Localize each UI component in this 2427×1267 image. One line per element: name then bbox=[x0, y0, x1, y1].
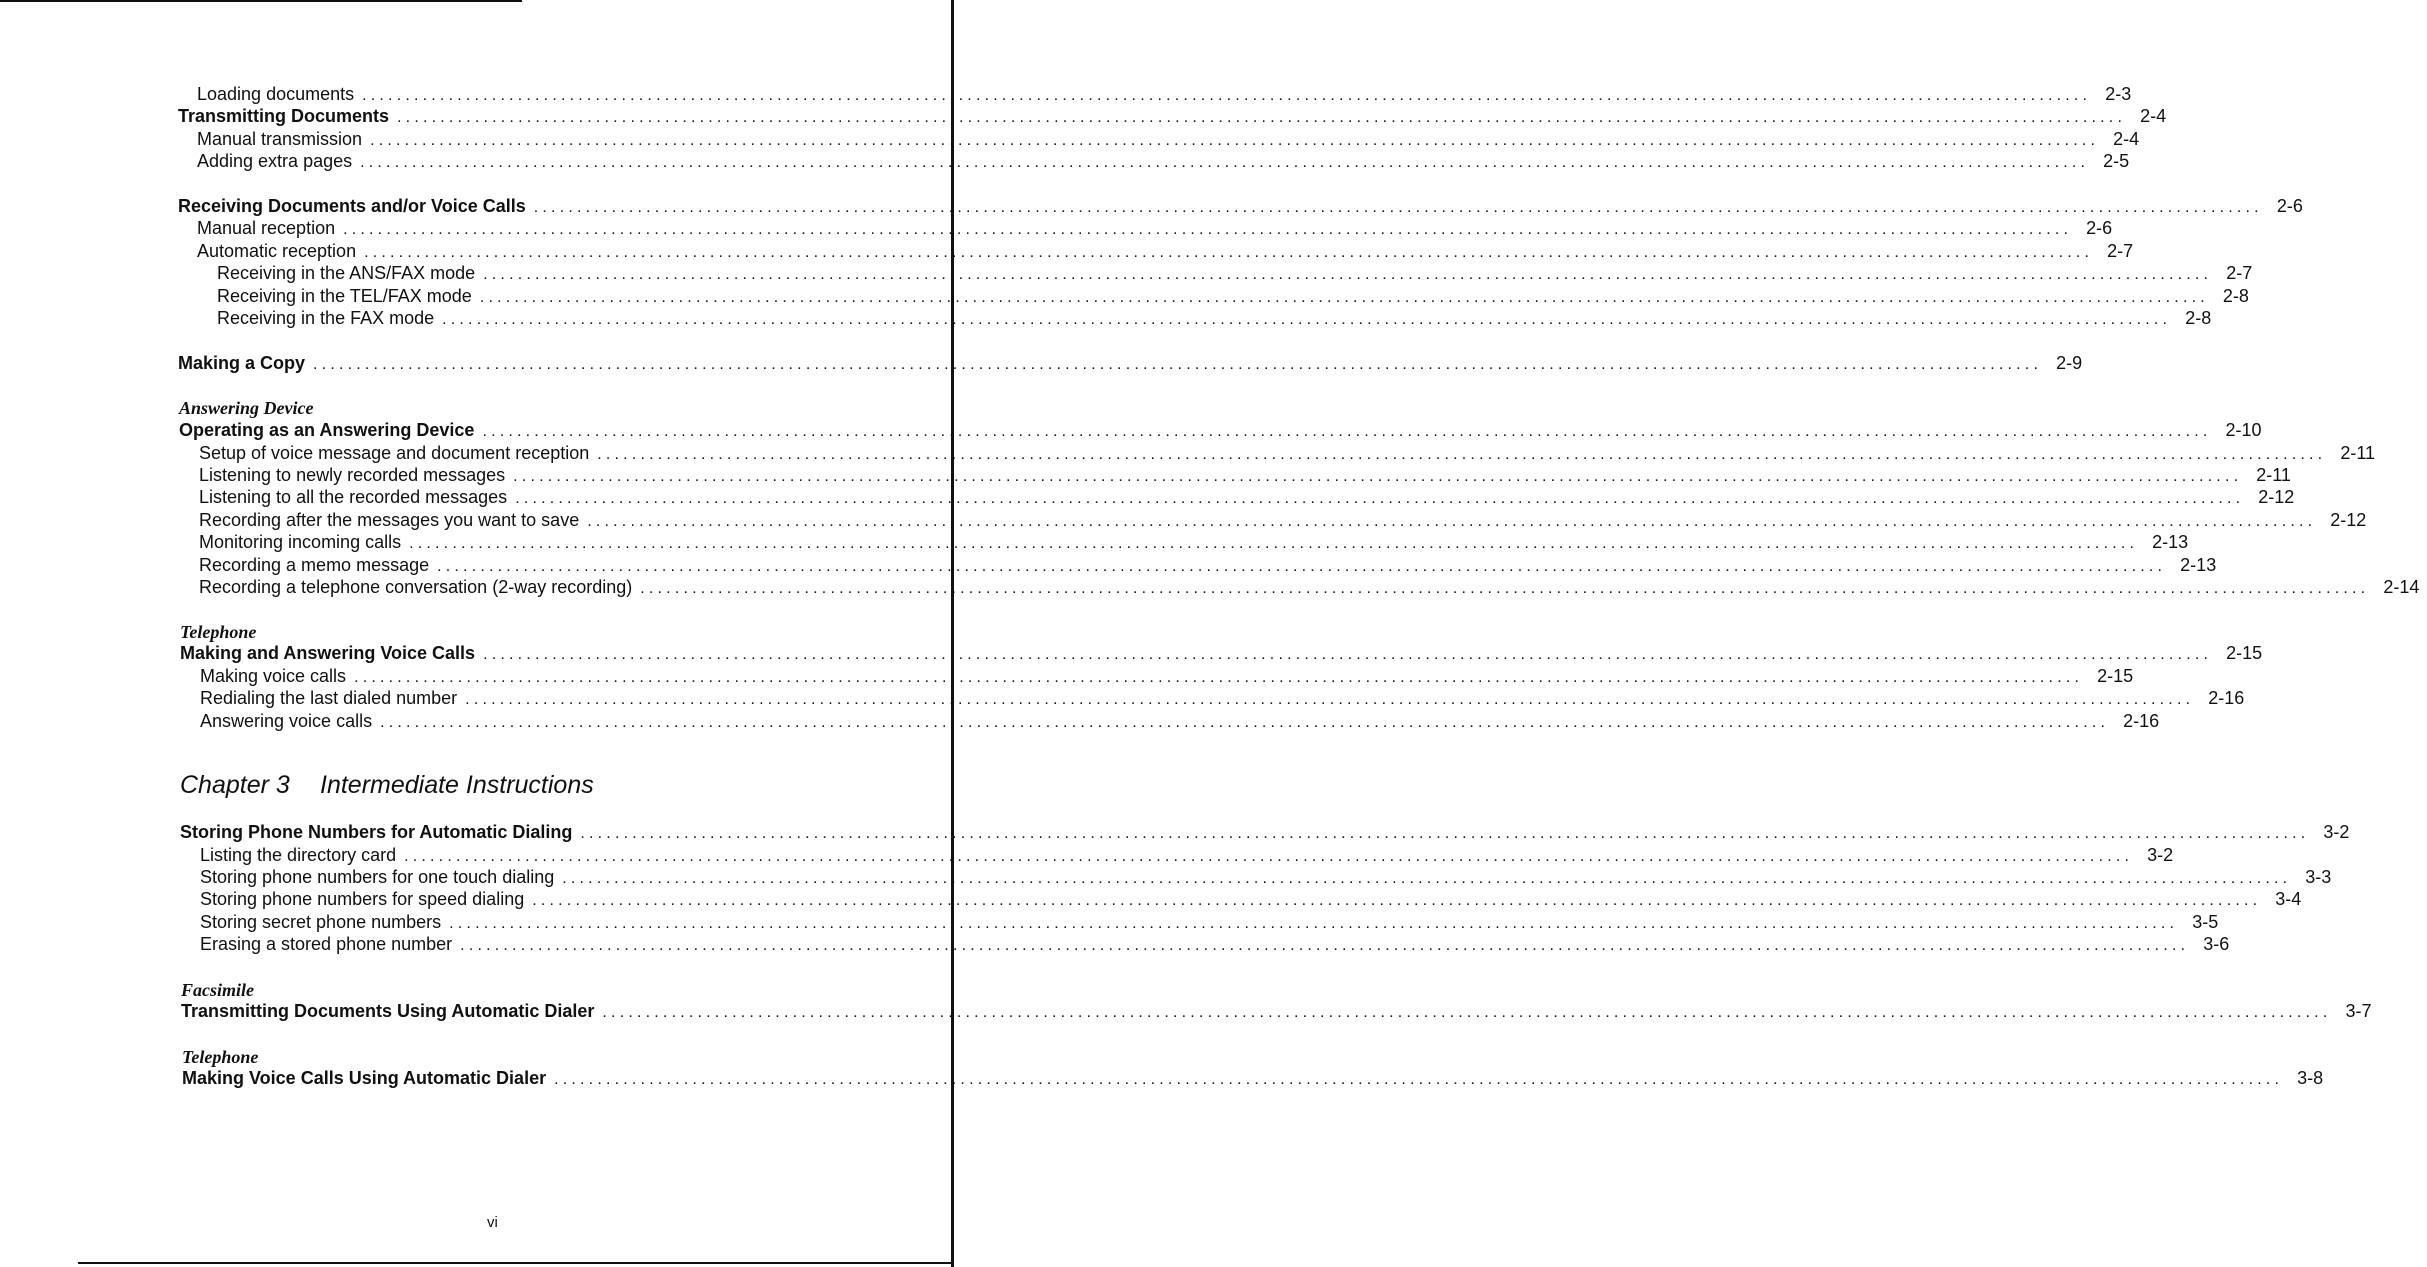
toc-subentry bbox=[217, 285, 2249, 307]
toc-entry-title: Setup of voice message and document reception bbox=[199, 443, 590, 463]
toc-entry-title: Transmitting Documents Using Automatic Dialer bbox=[181, 1001, 595, 1021]
toc-entry-page: 2-16 bbox=[2123, 711, 2160, 731]
toc-entry bbox=[197, 217, 2113, 239]
toc-entry-title: Recording after the messages you want to save bbox=[199, 510, 580, 530]
toc-entry bbox=[197, 128, 2140, 150]
dot-leader: ........................................................................................................................................................................................................ bbox=[465, 691, 2195, 708]
toc-entry bbox=[199, 531, 2189, 553]
dot-leader: ........................................................................................................................................................................................................ bbox=[513, 468, 2243, 485]
toc-entry bbox=[200, 687, 2245, 709]
toc-entry-page: 2-13 bbox=[2152, 532, 2189, 552]
toc-entry-title: Manual reception bbox=[197, 218, 336, 238]
toc-entry bbox=[200, 911, 2219, 933]
toc-entry-title: Storing Phone Numbers for Automatic Dialing bbox=[180, 822, 573, 842]
toc-entry bbox=[197, 83, 2132, 105]
toc-entry-title: Loading documents bbox=[197, 84, 355, 104]
dot-leader: ........................................................................................................................................................................................................ bbox=[580, 825, 2310, 842]
dot-leader: ........................................................................................................................................................................................................ bbox=[460, 937, 2190, 954]
toc-entry bbox=[199, 554, 2217, 576]
dot-leader: ........................................................................................................................................................................................................ bbox=[532, 892, 2262, 909]
toc-section-entry bbox=[182, 1067, 2324, 1089]
toc-entry-page: 3-4 bbox=[2275, 889, 2302, 909]
toc-entry-title: Redialing the last dialed number bbox=[200, 688, 458, 708]
toc-entry bbox=[199, 509, 2367, 531]
toc-section-entry bbox=[181, 1000, 2372, 1022]
dot-leader: ........................................................................................................................................................................................................ bbox=[397, 109, 2127, 126]
toc-entry-page: 3-8 bbox=[2297, 1068, 2324, 1088]
dot-leader: ........................................................................................................................................................................................................ bbox=[479, 289, 2209, 306]
chapter-number: Chapter 3 bbox=[180, 771, 290, 799]
toc-entry-page: 3-2 bbox=[2147, 845, 2174, 865]
dot-leader: ........................................................................................................................................................................................................ bbox=[562, 870, 2292, 887]
category-label: Telephone bbox=[180, 622, 257, 642]
toc-entry bbox=[197, 240, 2134, 262]
toc-entry-page: 2-7 bbox=[2226, 263, 2253, 283]
toc-section-entry bbox=[178, 352, 2083, 374]
dot-leader: ........................................................................................................................................................................................................ bbox=[409, 535, 2139, 552]
toc-entry-page: 2-9 bbox=[2056, 353, 2083, 373]
toc-section-entry bbox=[180, 642, 2263, 664]
dot-leader: ........................................................................................................................................................................................................ bbox=[360, 154, 2090, 171]
toc-entry-title: Manual transmission bbox=[197, 129, 363, 149]
footer-page-number: vi bbox=[487, 1214, 498, 1231]
toc-entry-page: 3-2 bbox=[2323, 822, 2350, 842]
dot-leader: ........................................................................................................................................................................................................ bbox=[554, 1071, 2284, 1088]
toc-subentry bbox=[217, 262, 2253, 284]
toc-entry-page: 2-14 bbox=[2383, 577, 2420, 597]
toc-entry-title: Operating as an Answering Device bbox=[179, 420, 475, 440]
dot-leader: ........................................................................................................................................................................................................ bbox=[370, 132, 2100, 149]
toc-entry-title: Receiving in the TEL/FAX mode bbox=[217, 286, 472, 306]
toc-section-entry bbox=[180, 821, 2350, 843]
toc-entry bbox=[197, 150, 2130, 172]
toc-entry-title: Transmitting Documents bbox=[178, 106, 390, 126]
toc-entry-title: Storing phone numbers for speed dialing bbox=[200, 889, 525, 909]
dot-leader: ........................................................................................................................................................................................................ bbox=[587, 513, 2317, 530]
dot-leader: ........................................................................................................................................................................................................ bbox=[597, 446, 2327, 463]
toc-entry-page: 2-5 bbox=[2103, 151, 2130, 171]
toc-entry-page: 2-3 bbox=[2105, 84, 2132, 104]
toc-entry-title: Storing phone numbers for one touch dialing bbox=[200, 867, 555, 887]
dot-leader: ........................................................................................................................................................................................................ bbox=[380, 714, 2110, 731]
toc-entry bbox=[200, 888, 2302, 910]
toc-entry-page: 2-8 bbox=[2222, 286, 2249, 306]
dot-leader: ........................................................................................................................................................................................................ bbox=[362, 87, 2092, 104]
toc-entry-page: 2-10 bbox=[2225, 420, 2262, 440]
toc-entry-page: 2-4 bbox=[2113, 129, 2140, 149]
toc-entry-page: 2-8 bbox=[2185, 308, 2212, 328]
toc-entry bbox=[200, 710, 2160, 732]
dot-leader: ........................................................................................................................................................................................................ bbox=[343, 221, 2073, 238]
toc-entry-title: Making voice calls bbox=[200, 666, 347, 686]
dot-leader: ........................................................................................................................................................................................................ bbox=[437, 558, 2167, 575]
toc-entry-title: Recording a telephone conversation (2-way recording) bbox=[199, 577, 633, 597]
toc-entry-page: 2-13 bbox=[2180, 555, 2217, 575]
toc-entry-page: 3-3 bbox=[2305, 867, 2332, 887]
toc-subentry bbox=[217, 307, 2212, 329]
toc-entry-title: Listening to all the recorded messages bbox=[199, 487, 508, 507]
category-label: Telephone bbox=[182, 1047, 259, 1067]
dot-leader: ........................................................................................................................................................................................................ bbox=[483, 266, 2213, 283]
dot-leader: ........................................................................................................................................................................................................ bbox=[442, 311, 2172, 328]
toc-entry-page: 2-6 bbox=[2086, 218, 2113, 238]
toc-entry-title: Listening to newly recorded messages bbox=[199, 465, 506, 485]
toc-entry-page: 2-15 bbox=[2226, 643, 2263, 663]
toc-entry bbox=[200, 933, 2230, 955]
dot-leader: ........................................................................................................................................................................................................ bbox=[533, 199, 2263, 216]
dot-leader: ........................................................................................................................................................................................................ bbox=[640, 580, 2370, 597]
toc-entry-page: 2-12 bbox=[2258, 487, 2295, 507]
toc-entry-title: Storing secret phone numbers bbox=[200, 912, 442, 932]
toc-entry-title: Answering voice calls bbox=[200, 711, 373, 731]
toc-entry-title: Receiving in the FAX mode bbox=[217, 308, 435, 328]
dot-leader: ........................................................................................................................................................................................................ bbox=[404, 848, 2134, 865]
toc-entry bbox=[200, 844, 2174, 866]
toc-entry-title: Monitoring incoming calls bbox=[199, 532, 402, 552]
toc-entry-title: Making a Copy bbox=[178, 353, 306, 373]
dot-leader: ........................................................................................................................................................................................................ bbox=[313, 356, 2043, 373]
toc-entry bbox=[200, 665, 2134, 687]
toc-entry-page: 2-4 bbox=[2140, 106, 2167, 126]
toc-entry bbox=[199, 464, 2291, 486]
toc-entry bbox=[199, 442, 2376, 464]
toc-entry-title: Making Voice Calls Using Automatic Dialer bbox=[182, 1068, 547, 1088]
toc-entry-title: Adding extra pages bbox=[197, 151, 353, 171]
toc-section-entry bbox=[178, 105, 2167, 127]
toc-entry-title: Recording a memo message bbox=[199, 555, 430, 575]
toc-entry-title: Making and Answering Voice Calls bbox=[180, 643, 476, 663]
dot-leader: ........................................................................................................................................................................................................ bbox=[354, 669, 2084, 686]
category-label: Answering Device bbox=[179, 398, 314, 418]
toc-entry-title: Receiving in the ANS/FAX mode bbox=[217, 263, 476, 283]
toc-entry-page: 2-16 bbox=[2208, 688, 2245, 708]
toc-entry-page: 2-6 bbox=[2276, 196, 2303, 216]
dot-leader: ........................................................................................................................................................................................................ bbox=[602, 1004, 2332, 1021]
dot-leader: ........................................................................................................................................................................................................ bbox=[515, 490, 2245, 507]
dot-leader: ........................................................................................................................................................................................................ bbox=[364, 244, 2094, 261]
toc-entry-page: 2-15 bbox=[2097, 666, 2134, 686]
toc-entry bbox=[199, 576, 2420, 598]
toc-section-entry bbox=[179, 419, 2262, 441]
bottom-border-line bbox=[78, 1262, 954, 1264]
toc-entry-page: 2-11 bbox=[2256, 465, 2291, 485]
toc-entry-page: 2-12 bbox=[2330, 510, 2367, 530]
dot-leader: ........................................................................................................................................................................................................ bbox=[449, 915, 2179, 932]
category-label: Facsimile bbox=[181, 980, 254, 1000]
toc-entry bbox=[200, 866, 2332, 888]
chapter-title: Intermediate Instructions bbox=[320, 771, 594, 799]
toc-entry-page: 2-11 bbox=[2340, 443, 2376, 463]
toc-entry-title: Receiving Documents and/or Voice Calls bbox=[178, 196, 526, 216]
toc-entry-page: 3-7 bbox=[2345, 1001, 2372, 1021]
toc-section-entry bbox=[178, 195, 2303, 217]
toc-entry-page: 3-6 bbox=[2203, 934, 2230, 954]
toc-entry-page: 3-5 bbox=[2192, 912, 2219, 932]
toc-entry-title: Erasing a stored phone number bbox=[200, 934, 453, 954]
toc-entry bbox=[199, 486, 2295, 508]
dot-leader: ........................................................................................................................................................................................................ bbox=[483, 646, 2213, 663]
toc-entry-page: 2-7 bbox=[2107, 241, 2134, 261]
dot-leader: ........................................................................................................................................................................................................ bbox=[482, 423, 2212, 440]
toc-entry-title: Listing the directory card bbox=[200, 845, 397, 865]
chapter-heading bbox=[180, 770, 594, 800]
toc-entry-title: Automatic reception bbox=[197, 241, 357, 261]
top-border-line bbox=[0, 0, 522, 2]
